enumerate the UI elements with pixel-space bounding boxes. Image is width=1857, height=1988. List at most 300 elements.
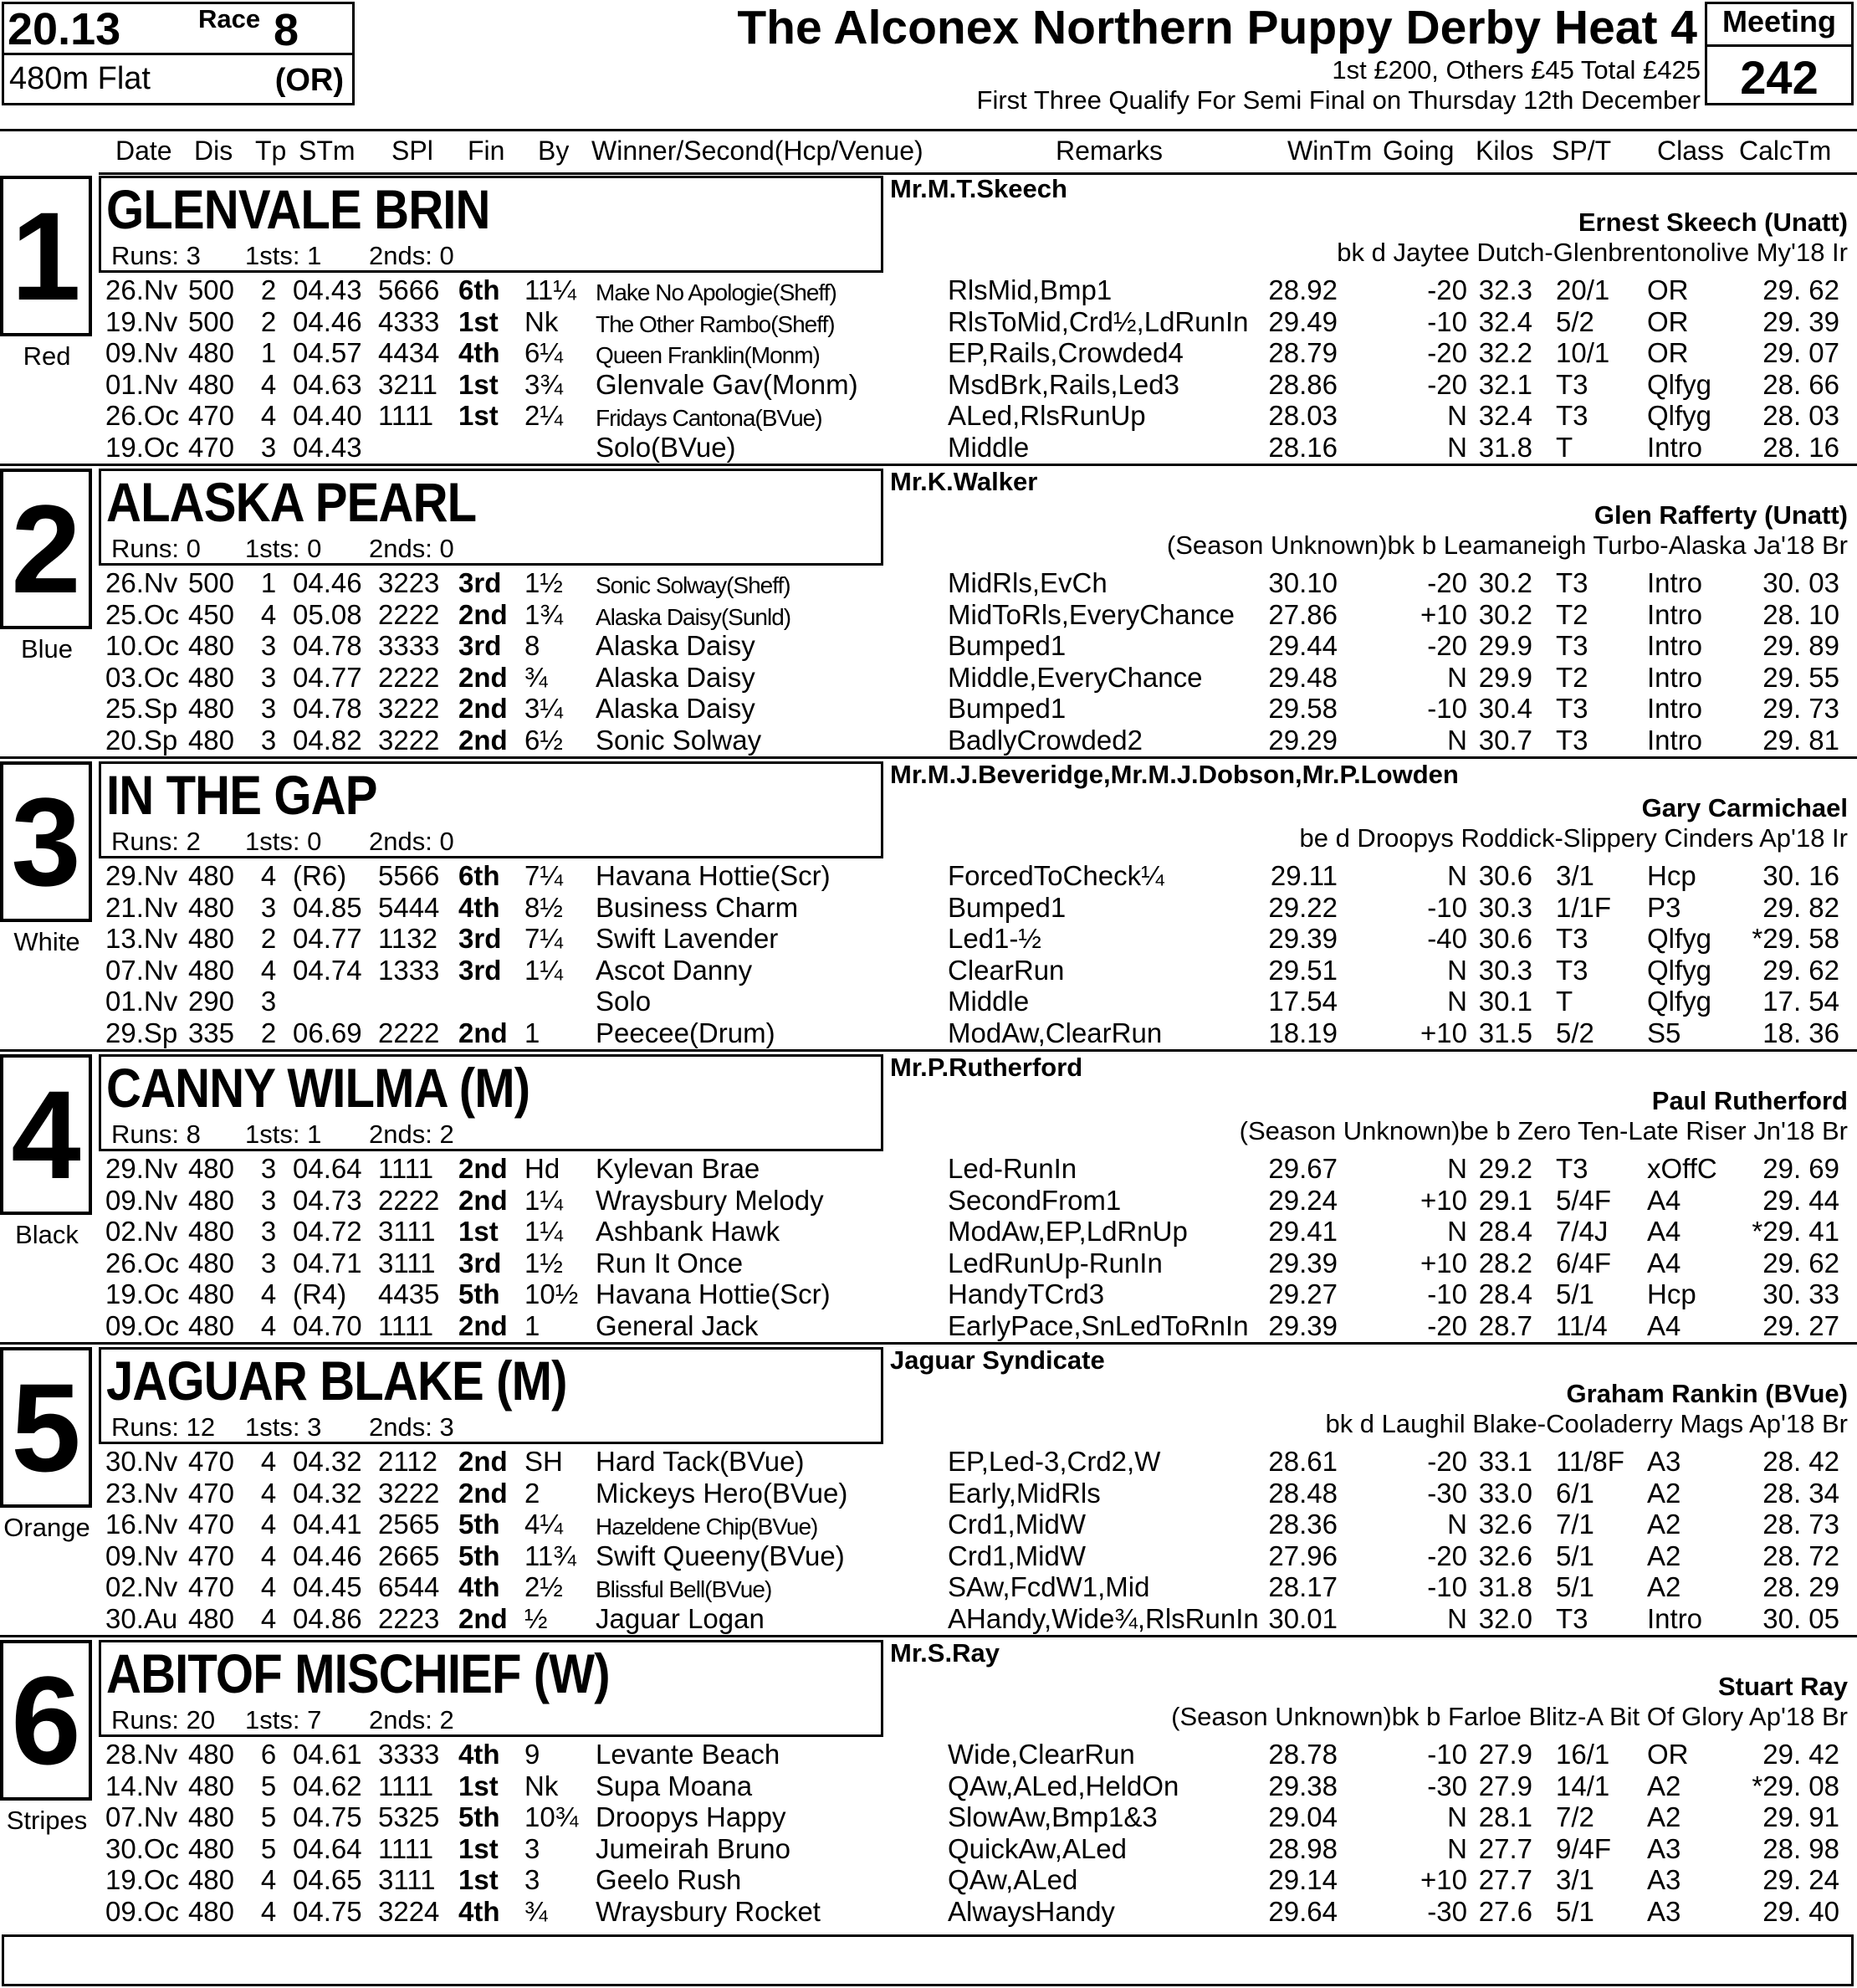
run-date: 30.Nv (105, 1446, 178, 1477)
run-remarks: Bumped1 (948, 630, 1067, 662)
run-winner: Fridays Cantona(BVue) (596, 405, 822, 432)
run-winner: Queen Franklin(Monm) (596, 342, 820, 369)
dog-name: ALASKA PEARL (106, 471, 477, 533)
run-distance: 480 (187, 661, 234, 693)
run-class: Intro (1647, 598, 1703, 630)
run-remarks: SecondFrom1 (948, 1184, 1122, 1216)
run-price: 5/4F (1556, 1184, 1612, 1216)
run-price: T3 (1556, 923, 1588, 955)
run-price: 14/1 (1556, 1770, 1610, 1801)
run-positions: 3333 (378, 1739, 440, 1770)
run-distance: 470 (187, 1540, 234, 1571)
run-trap: 3 (260, 986, 277, 1017)
run-class: A2 (1647, 1801, 1681, 1833)
run-date: 23.Nv (105, 1477, 178, 1509)
run-distance-beaten: 2 (524, 1477, 540, 1509)
run-win-time: 28.61 (1268, 1446, 1338, 1477)
run-class: A3 (1647, 1832, 1681, 1864)
run-trap: 3 (260, 432, 277, 463)
run-winner: Run It Once (596, 1247, 744, 1278)
run-finish: 4th (458, 1896, 500, 1927)
form-row (0, 567, 1857, 598)
run-trap: 5 (260, 1801, 277, 1833)
run-distance-beaten: 4¼ (524, 1509, 563, 1540)
run-going: +10 (1420, 1247, 1467, 1278)
run-positions: 2223 (378, 1603, 440, 1634)
run-distance: 290 (187, 986, 234, 1017)
run-trap: 4 (260, 1446, 277, 1477)
run-calc-time: 28. 03 (1762, 400, 1839, 432)
run-weight: 30.6 (1478, 923, 1532, 955)
col-stm: STm (299, 136, 356, 166)
run-positions: 3111 (378, 1864, 436, 1896)
run-class: Qlfyg (1647, 954, 1712, 986)
run-weight: 29.9 (1478, 630, 1532, 662)
run-win-time: 29.39 (1268, 923, 1338, 955)
dog-name-box (99, 176, 883, 273)
run-class: A4 (1647, 1216, 1681, 1248)
form-row (0, 274, 1857, 305)
run-distance-beaten: 2½ (524, 1571, 563, 1603)
trap-colour: Red (23, 341, 71, 371)
run-positions: 1111 (378, 1310, 434, 1341)
run-sectional: 04.74 (293, 954, 362, 986)
run-going: N (1447, 400, 1467, 432)
run-finish: 5th (458, 1278, 500, 1310)
run-distance-beaten: 1¾ (524, 598, 563, 630)
run-win-time: 29.29 (1268, 725, 1338, 756)
col-fin: Fin (468, 136, 505, 166)
run-sectional: 04.78 (293, 630, 362, 662)
run-remarks: QuickAw,ALed (948, 1832, 1128, 1864)
run-win-time: 29.22 (1268, 891, 1338, 923)
run-trap: 4 (260, 1864, 277, 1896)
dog-entry-trap-3 (0, 761, 1857, 1054)
col-tp: Tp (255, 136, 287, 166)
col-kilos: Kilos (1476, 136, 1534, 166)
dog-stat-runs: Runs: 3 (111, 241, 201, 270)
run-class: Qlfyg (1647, 400, 1712, 432)
race-distance: 480m Flat (9, 61, 151, 96)
run-remarks: MsdBrk,Rails,Led3 (948, 368, 1179, 400)
run-winner: Levante Beach (596, 1739, 780, 1770)
run-win-time: 29.44 (1268, 630, 1338, 662)
run-remarks: Crd1,MidW (948, 1540, 1087, 1571)
run-date: 19.Oc (105, 1864, 180, 1896)
dog-owner: Mr.K.Walker (890, 467, 1038, 496)
run-going: -30 (1427, 1770, 1467, 1801)
run-weight: 30.6 (1478, 860, 1532, 891)
run-trap: 3 (260, 693, 277, 725)
run-remarks: MidRls,EvCh (948, 567, 1108, 598)
run-remarks: AlwaysHandy (948, 1896, 1115, 1927)
run-win-time: 29.67 (1268, 1153, 1338, 1184)
run-trap: 4 (260, 1310, 277, 1341)
race-title: The Alconex Northern Puppy Derby Heat 4 (737, 1, 1697, 54)
run-class: OR (1647, 337, 1689, 369)
run-finish: 2nd (458, 1477, 508, 1509)
run-class: A2 (1647, 1477, 1681, 1509)
run-remarks: EP,Rails,Crowded4 (948, 337, 1184, 369)
run-distance-beaten: 1 (524, 1310, 540, 1341)
run-win-time: 27.86 (1268, 598, 1338, 630)
run-sectional: 04.64 (293, 1153, 362, 1184)
form-row (0, 892, 1857, 923)
run-calc-time: 29. 89 (1762, 630, 1839, 662)
run-weight: 30.1 (1478, 986, 1532, 1017)
run-remarks: Crd1,MidW (948, 1509, 1087, 1540)
dog-stat-firsts: 1sts: 3 (245, 1412, 322, 1442)
run-class: Intro (1647, 567, 1703, 598)
run-going: N (1447, 661, 1467, 693)
run-class: A2 (1647, 1540, 1681, 1571)
run-winner: Hard Tack(BVue) (596, 1446, 805, 1477)
run-positions: 3111 (378, 1247, 436, 1278)
run-distance: 470 (187, 400, 234, 432)
form-row (0, 1278, 1857, 1309)
run-date: 09.Nv (105, 1184, 178, 1216)
run-date: 19.Oc (105, 432, 180, 463)
run-sectional: 05.08 (293, 598, 362, 630)
run-positions: 5325 (378, 1801, 440, 1833)
run-price: T3 (1556, 368, 1588, 400)
run-sectional: 04.63 (293, 368, 362, 400)
run-weight: 30.4 (1478, 693, 1532, 725)
run-sectional: 04.57 (293, 337, 362, 369)
run-sectional: 04.46 (293, 1540, 362, 1571)
run-distance: 480 (187, 860, 234, 891)
run-sectional: 04.32 (293, 1446, 362, 1477)
form-row (0, 662, 1857, 693)
run-distance: 480 (187, 630, 234, 662)
run-date: 30.Oc (105, 1832, 180, 1864)
dog-stat-firsts: 1sts: 7 (245, 1705, 322, 1734)
race-qualify: First Three Qualify For Semi Final on Thursday 12th December (976, 85, 1701, 115)
run-date: 19.Nv (105, 305, 178, 337)
run-going: N (1447, 1801, 1467, 1833)
run-finish: 4th (458, 337, 500, 369)
run-winner: Droopys Happy (596, 1801, 786, 1833)
dog-owner: Mr.M.T.Skeech (890, 174, 1067, 203)
form-row (0, 1540, 1857, 1571)
run-winner: Jumeirah Bruno (596, 1832, 790, 1864)
form-row (0, 1017, 1857, 1048)
run-finish: 3rd (458, 630, 502, 662)
run-trap: 4 (260, 598, 277, 630)
run-win-time: 29.04 (1268, 1801, 1338, 1833)
run-calc-time: 28. 10 (1762, 598, 1839, 630)
run-going: +10 (1420, 1184, 1467, 1216)
run-price: 6/4F (1556, 1247, 1612, 1278)
run-price: 3/1 (1556, 860, 1594, 891)
dog-divider (0, 464, 1857, 466)
run-sectional: 04.46 (293, 567, 362, 598)
run-calc-time: 29. 91 (1762, 1801, 1839, 1833)
run-class: Intro (1647, 661, 1703, 693)
run-win-time: 28.86 (1268, 368, 1338, 400)
run-distance-beaten: ¾ (524, 661, 548, 693)
col-date: Date (115, 136, 172, 166)
dog-stat-runs: Runs: 2 (111, 827, 201, 856)
header-divider (0, 129, 1857, 131)
run-class: Hcp (1647, 1278, 1696, 1310)
run-weight: 27.9 (1478, 1739, 1532, 1770)
run-price: 5/1 (1556, 1540, 1594, 1571)
run-positions: 3224 (378, 1896, 440, 1927)
run-winner: Make No Apologie(Sheff) (596, 279, 836, 305)
run-sectional: 04.86 (293, 1603, 362, 1634)
dog-trainer: Graham Rankin (BVue) (1566, 1379, 1848, 1408)
run-remarks: RlsToMid,Crd½,LdRunIn (948, 305, 1249, 337)
run-weight: 33.1 (1478, 1446, 1532, 1477)
run-distance: 480 (187, 1832, 234, 1864)
trap-number: 6 (0, 1640, 92, 1801)
run-win-time: 29.39 (1268, 1310, 1338, 1341)
col-going: Going (1383, 136, 1455, 166)
run-remarks: SlowAw,Bmp1&3 (948, 1801, 1158, 1833)
dog-trainer: Gary Carmichael (1641, 793, 1848, 822)
run-trap: 3 (260, 1184, 277, 1216)
run-price: 5/1 (1556, 1571, 1594, 1603)
col-wintm: WinTm (1287, 136, 1373, 166)
run-remarks: Middle (948, 986, 1030, 1017)
run-finish: 2nd (458, 1310, 508, 1341)
run-date: 02.Nv (105, 1571, 178, 1603)
run-positions: 1111 (378, 1770, 434, 1801)
run-positions: 4333 (378, 305, 440, 337)
run-distance: 480 (187, 1184, 234, 1216)
run-weight: 29.2 (1478, 1153, 1532, 1184)
run-finish: 2nd (458, 1017, 508, 1048)
run-winner: Supa Moana (596, 1770, 753, 1801)
run-win-time: 29.39 (1268, 1247, 1338, 1278)
run-calc-time: 29. 55 (1762, 661, 1839, 693)
run-date: 29.Nv (105, 860, 178, 891)
dog-name-box (99, 1054, 883, 1151)
run-win-time: 28.36 (1268, 1509, 1338, 1540)
run-positions: 2222 (378, 598, 440, 630)
run-winner: Hazeldene Chip(BVue) (596, 1514, 818, 1540)
run-weight: 30.7 (1478, 725, 1532, 756)
run-remarks: Middle (948, 432, 1030, 463)
run-sectional: 04.40 (293, 400, 362, 432)
run-sectional: 04.78 (293, 693, 362, 725)
dog-owner: Mr.P.Rutherford (890, 1053, 1083, 1082)
dog-owner: Mr.M.J.Beveridge,Mr.M.J.Dobson,Mr.P.Lowden (890, 760, 1459, 789)
run-distance: 500 (187, 305, 234, 337)
run-calc-time: 28. 16 (1762, 432, 1839, 463)
run-weight: 30.2 (1478, 598, 1532, 630)
form-row (0, 986, 1857, 1017)
run-winner: Solo(BVue) (596, 432, 736, 463)
run-remarks: Led1-½ (948, 923, 1041, 955)
col-spt: SP/T (1552, 136, 1612, 166)
run-price: 10/1 (1556, 337, 1610, 369)
dog-stat-seconds: 2nds: 0 (369, 534, 454, 563)
run-trap: 4 (260, 1896, 277, 1927)
run-price: T2 (1556, 661, 1588, 693)
run-finish: 1st (458, 1770, 499, 1801)
run-price: 5/2 (1556, 1017, 1594, 1048)
col-class: Class (1657, 136, 1725, 166)
footer-box (2, 1934, 1854, 1986)
run-sectional: 04.85 (293, 891, 362, 923)
run-trap: 4 (260, 1540, 277, 1571)
run-distance: 470 (187, 1509, 234, 1540)
run-going: N (1447, 986, 1467, 1017)
run-distance: 480 (187, 368, 234, 400)
run-trap: 3 (260, 891, 277, 923)
run-trap: 3 (260, 1153, 277, 1184)
col-remarks: Remarks (1056, 136, 1164, 166)
run-calc-time: 18. 36 (1762, 1017, 1839, 1048)
run-price: T (1556, 986, 1573, 1017)
run-weight: 28.4 (1478, 1278, 1532, 1310)
form-row (0, 400, 1857, 431)
run-win-time: 29.51 (1268, 954, 1338, 986)
run-win-time: 18.19 (1268, 1017, 1338, 1048)
dog-owner: Mr.S.Ray (890, 1638, 1000, 1668)
run-win-time: 30.01 (1268, 1603, 1338, 1634)
run-price: T3 (1556, 954, 1588, 986)
run-positions: 4434 (378, 337, 440, 369)
run-distance-beaten: 3 (524, 1832, 540, 1864)
dog-name: GLENVALE BRIN (106, 178, 490, 240)
run-going: -20 (1427, 337, 1467, 369)
run-winner: Alaska Daisy (596, 630, 755, 662)
meeting-number: 242 (1740, 51, 1819, 104)
run-trap: 3 (260, 725, 277, 756)
run-trap: 3 (260, 630, 277, 662)
form-row (0, 1153, 1857, 1184)
run-going: -30 (1427, 1477, 1467, 1509)
run-distance-beaten: SH (524, 1446, 563, 1477)
dog-breeding: (Season Unknown)bk b Farloe Blitz-A Bit Of Glory Ap'18 Br (1171, 1702, 1848, 1731)
run-price: 11/8F (1556, 1446, 1624, 1477)
form-row (0, 725, 1857, 756)
run-price: 7/4J (1556, 1216, 1609, 1248)
form-row (0, 1833, 1857, 1864)
run-price: 11/4 (1556, 1310, 1608, 1341)
run-weight: 28.2 (1478, 1247, 1532, 1278)
run-sectional: 04.77 (293, 923, 362, 955)
run-price: T3 (1556, 1603, 1588, 1634)
run-class: A3 (1647, 1864, 1681, 1896)
run-win-time: 29.64 (1268, 1896, 1338, 1927)
run-date: 28.Nv (105, 1739, 178, 1770)
dog-stat-runs: Runs: 20 (111, 1705, 216, 1734)
run-date: 07.Nv (105, 954, 178, 986)
meeting-label: Meeting (1721, 4, 1836, 38)
run-trap: 2 (260, 1017, 277, 1048)
run-distance-beaten: 1½ (524, 567, 563, 598)
run-date: 21.Nv (105, 891, 178, 923)
dog-breeding: bk d Jaytee Dutch-Glenbrentonolive My'18 Ir (1337, 238, 1848, 267)
run-date: 26.Nv (105, 274, 178, 305)
run-class: Intro (1647, 432, 1703, 463)
run-weight: 28.4 (1478, 1216, 1532, 1248)
run-positions: 3222 (378, 725, 440, 756)
run-win-time: 28.98 (1268, 1832, 1338, 1864)
run-going: N (1447, 1216, 1467, 1248)
trap-number: 2 (0, 469, 92, 629)
run-win-time: 28.48 (1268, 1477, 1338, 1509)
run-price: 7/1 (1556, 1509, 1594, 1540)
run-class: A4 (1647, 1310, 1681, 1341)
run-class: A2 (1647, 1509, 1681, 1540)
run-date: 26.Oc (105, 1247, 180, 1278)
run-distance-beaten: 8½ (524, 891, 563, 923)
dog-stat-firsts: 1sts: 1 (245, 241, 322, 270)
run-calc-time: 28. 66 (1762, 368, 1839, 400)
run-finish: 4th (458, 1739, 500, 1770)
run-positions: 3211 (378, 368, 437, 400)
form-row (0, 1216, 1857, 1247)
run-distance-beaten: 8 (524, 630, 540, 662)
form-row (0, 1446, 1857, 1477)
run-weight: 32.6 (1478, 1540, 1532, 1571)
run-date: 13.Nv (105, 923, 178, 955)
run-going: -20 (1427, 567, 1467, 598)
run-distance-beaten: 3¾ (524, 368, 563, 400)
run-trap: 4 (260, 1571, 277, 1603)
run-calc-time: *29. 41 (1752, 1216, 1839, 1248)
run-distance: 480 (187, 1770, 234, 1801)
run-class: P3 (1647, 891, 1681, 923)
dog-stat-seconds: 2nds: 0 (369, 827, 454, 856)
run-date: 30.Au (105, 1603, 178, 1634)
run-price: 16/1 (1556, 1739, 1610, 1770)
dog-stat-seconds: 2nds: 2 (369, 1705, 454, 1734)
run-distance-beaten: 1¼ (524, 954, 563, 986)
race-time: 20.13 (8, 4, 121, 54)
dog-divider (0, 756, 1857, 759)
col-calctm: CalcTm (1739, 136, 1832, 166)
form-row (0, 923, 1857, 954)
run-going: -10 (1427, 891, 1467, 923)
run-distance: 480 (187, 693, 234, 725)
run-sectional: (R6) (293, 860, 347, 891)
run-distance-beaten: ¾ (524, 1896, 548, 1927)
run-finish: 2nd (458, 1603, 508, 1634)
form-row (0, 1310, 1857, 1341)
trap-number: 1 (0, 176, 92, 336)
run-winner: Peecee(Drum) (596, 1017, 775, 1048)
run-remarks: MidToRls,EveryChance (948, 598, 1235, 630)
run-price: 5/1 (1556, 1278, 1594, 1310)
run-weight: 32.3 (1478, 274, 1532, 305)
dog-divider (0, 1342, 1857, 1345)
run-positions: 5666 (378, 274, 440, 305)
run-finish: 2nd (458, 1153, 508, 1184)
run-distance-beaten: 11¾ (524, 1540, 576, 1571)
run-remarks: ForcedToCheck¼ (948, 860, 1164, 891)
run-trap: 4 (260, 1603, 277, 1634)
run-calc-time: 29. 62 (1762, 274, 1839, 305)
run-remarks: AHandy,Wide¾,RlsRunIn (948, 1603, 1259, 1634)
run-trap: 4 (260, 1509, 277, 1540)
run-sectional: 04.73 (293, 1184, 362, 1216)
run-going: -10 (1427, 1278, 1467, 1310)
run-calc-time: 30. 03 (1762, 567, 1839, 598)
form-row (0, 369, 1857, 400)
run-remarks: LedRunUp-RunIn (948, 1247, 1163, 1278)
trap-number: 5 (0, 1347, 92, 1508)
run-weight: 32.2 (1478, 337, 1532, 369)
run-distance: 480 (187, 1739, 234, 1770)
run-positions: 3222 (378, 693, 440, 725)
run-distance: 480 (187, 1216, 234, 1248)
